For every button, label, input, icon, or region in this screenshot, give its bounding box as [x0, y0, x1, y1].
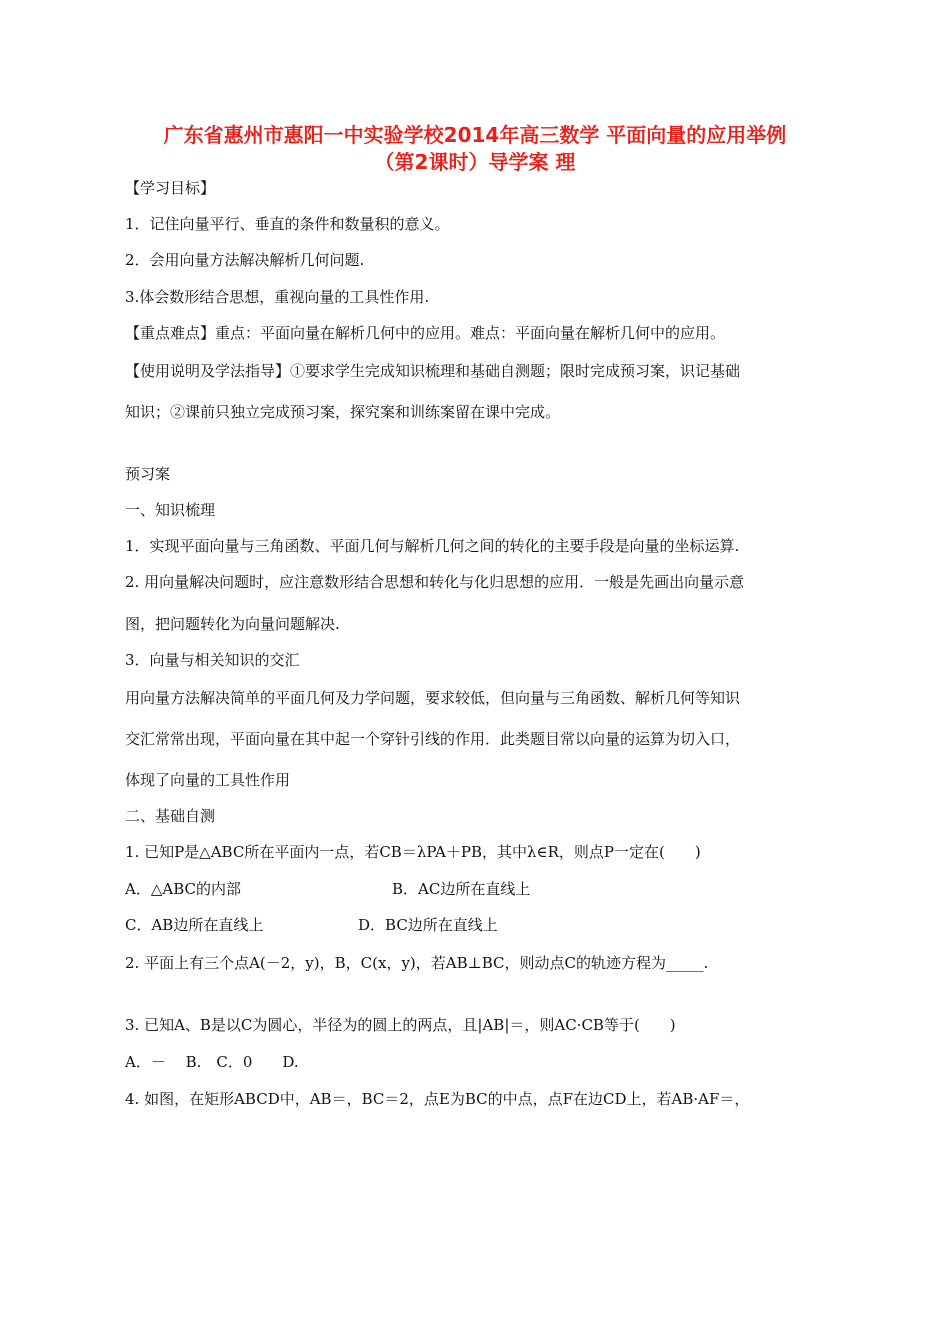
- objectives-heading: 【学习目标】: [125, 179, 216, 197]
- knowledge-item-2-line-2: 图，把问题转化为向量问题解决.: [125, 615, 340, 633]
- question-2: 2. 平面上有三个点A(－2，y)，B，C(x，y)，若AB⊥BC，则动点C的轨迹方程为_____.: [125, 954, 709, 972]
- section-knowledge-heading: 一、知识梳理: [125, 501, 216, 519]
- objective-1: 1．记住向量平行、垂直的条件和数量积的意义。: [125, 215, 450, 233]
- key-points: 【重点难点】重点：平面向量在解析几何中的应用。难点：平面向量在解析几何中的应用。: [125, 324, 726, 342]
- question-3: 3. 已知A、B是以C为圆心，半径为的圆上的两点，且|AB|＝，则AC·CB等于( ): [125, 1016, 676, 1034]
- knowledge-item-3-line-2: 交汇常常出现，平面向量在其中起一个穿针引线的作用．此类题目常以向量的运算为切入口，: [125, 730, 741, 748]
- question-4: 4. 如图，在矩形ABCD中，AB＝，BC＝2，点E为BC的中点，点F在边CD上，若AB·AF＝，: [125, 1090, 750, 1108]
- question-1-option-b: B．AC边所在直线上: [392, 880, 531, 898]
- objective-3: 3.体会数形结合思想，重视向量的工具性作用.: [125, 288, 430, 306]
- question-1-option-c: C．AB边所在直线上: [125, 916, 264, 934]
- question-3-options: A．－ B. C．0 D.: [125, 1053, 299, 1071]
- knowledge-item-3-heading: 3．向量与相关知识的交汇: [125, 651, 300, 669]
- knowledge-item-3-line-1: 用向量方法解决简单的平面几何及力学问题，要求较低，但向量与三角函数、解析几何等知识: [125, 689, 741, 707]
- doc-title-line-2: （第2课时）导学案 理: [374, 150, 576, 174]
- question-1-option-d: D．BC边所在直线上: [358, 916, 498, 934]
- usage-instructions-line-2: 知识；②课前只独立完成预习案，探究案和训练案留在课中完成。: [125, 403, 561, 421]
- question-1-option-a: A．△ABC的内部: [125, 880, 241, 898]
- question-1: 1. 已知P是△ABC所在平面内一点，若CB＝λPA＋PB，其中λ∈R，则点P一定在( ): [125, 843, 701, 861]
- knowledge-item-2-line-1: 2. 用向量解决问题时，应注意数形结合思想和转化与化归思想的应用．一般是先画出向量示意: [125, 573, 745, 591]
- knowledge-item-3-line-3: 体现了向量的工具性作用: [125, 771, 291, 789]
- objective-2: 2．会用向量方法解决解析几何问题.: [125, 251, 365, 269]
- section-self-test-heading: 二、基础自测: [125, 807, 216, 825]
- doc-title-line-1: 广东省惠州市惠阳一中实验学校2014年高三数学 平面向量的应用举例: [163, 123, 787, 147]
- usage-instructions-line-1: 【使用说明及学法指导】①要求学生完成知识梳理和基础自测题；限时完成预习案，识记基础: [125, 362, 741, 380]
- knowledge-item-1: 1．实现平面向量与三角函数、平面几何与解析几何之间的转化的主要手段是向量的坐标运算.: [125, 537, 740, 555]
- preview-heading: 预习案: [125, 465, 171, 483]
